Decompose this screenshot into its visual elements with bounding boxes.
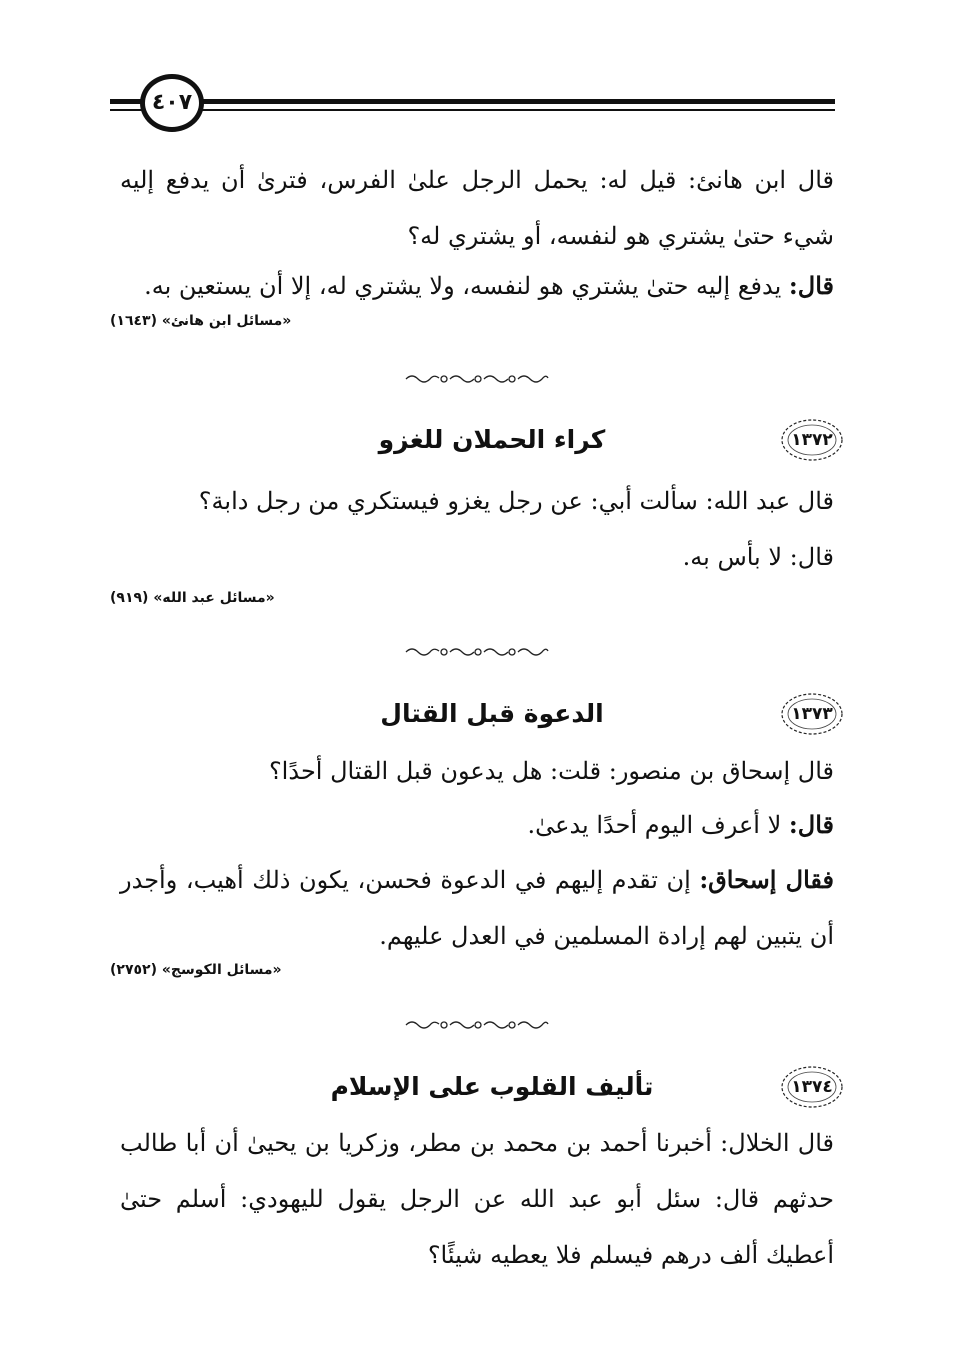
page-number-circle [140,74,204,132]
page-number: ٤٠٧ [151,90,193,115]
page-header [110,72,835,138]
header-rule-thick [110,99,835,104]
section-number: ١٣٧٤ [791,1077,833,1097]
ornament-separator [402,645,552,659]
header-rule-thin [110,109,835,111]
section-1373-answer-text: لا أعرف اليوم أحدًا يدعىٰ. [527,811,789,839]
section-heading-1372 [110,418,844,468]
intro-question: قال ابن هانئ: قيل له: يحمل الرجل علىٰ الفرس، فترىٰ أن يدفع إليه شيء حتىٰ يشتري هو لنفسه، أو يشتري له؟ [120,166,834,250]
section-heading-1374 [110,1065,844,1115]
section-number: ١٣٧٢ [791,430,833,450]
section-1372-answer: قال: لا بأس به. [682,543,834,571]
intro-answer-text: يدفع إليه حتىٰ يشتري هو لنفسه، ولا يشتري له، إلا أن يستعين به. [144,272,789,300]
section-1373-comment-label: فقال إسحاق: [699,865,835,894]
section-1372-question: قال عبد الله: سألت أبي: عن رجل يغزو فيستكري من رجل دابة؟ [198,487,834,515]
ornament-separator [402,1018,552,1032]
intro-answer-label: قال: [788,271,834,300]
section-title: الدعوة قبل القتال [380,699,604,728]
section-1373-answer [120,797,834,853]
ornament-separator [402,372,552,386]
intro-source: «مسائل ابن هانئ» (١٦٤٣) [110,313,292,329]
intro-answer [120,258,834,314]
section-1372-source: «مسائل عبد الله» (٩١٩) [110,590,275,606]
section-title: كراء الحملان للغزو [378,425,606,454]
section-1373-question: قال إسحاق بن منصور: قلت: هل يدعون قبل القتال أحدًا؟ [268,757,834,785]
section-1373-answer-label: قال: [788,810,834,839]
section-1373-comment-text: إن تقدم إليهم في الدعوة فحسن، يكون ذلك أهيب، وأجدر أن يتبين لهم إرادة المسلمين في العدل عليهم. [120,866,834,950]
section-heading-1373 [110,692,844,742]
section-1374-text: قال الخلال: أخبرنا أحمد بن محمد بن مطر، وزكريا بن يحيىٰ أن أبا طالب حدثهم قال: سئل أبو عبد الله عن الرجل يقول لليهودي: أسلم حتىٰ أعطيك ألف درهم فيسلم فلا يعطيه شيئًا؟ [120,1129,834,1269]
section-title: تأليف القلوب على الإسلام [330,1072,654,1101]
section-number: ١٣٧٣ [791,704,833,724]
section-1373-comment [120,852,834,964]
section-1373-source: «مسائل الكوسج» (٢٧٥٢) [110,962,282,978]
